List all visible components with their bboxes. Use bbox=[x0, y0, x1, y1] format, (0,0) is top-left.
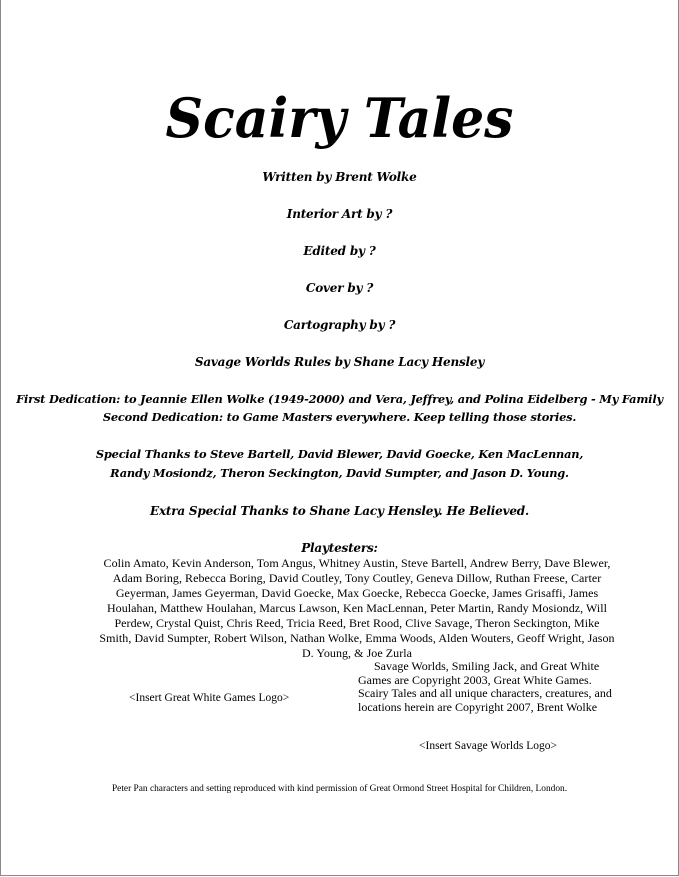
credit-rules: Savage Worlds Rules by Shane Lacy Hensley bbox=[194, 355, 485, 369]
savage-worlds-logo-placeholder: <Insert Savage Worlds Logo> bbox=[419, 740, 557, 752]
credit-cover: Cover by ? bbox=[305, 281, 374, 295]
credit-editor: Edited by ? bbox=[303, 244, 376, 258]
playtesters-heading: Playtesters: bbox=[301, 541, 378, 555]
dedication-second: Second Dedication: to Game Masters everywhere. Keep telling those stories. bbox=[102, 410, 577, 424]
credit-cartography: Cartography by ? bbox=[283, 318, 396, 332]
dedication-first: First Dedication: to Jeannie Ellen Wolke (1949-2000) and Vera, Jeffrey, and Polina Eidelberg - My Family bbox=[16, 392, 663, 406]
document-title: Scairy Tales bbox=[165, 86, 514, 151]
special-thanks-line-1: Special Thanks to Steve Bartell, David Blewer, David Goecke, Ken MacLennan, bbox=[95, 447, 584, 461]
special-thanks-line-2: Randy Mosiondz, Theron Seckington, David Sumpter, and Jason D. Young. bbox=[110, 466, 569, 480]
credit-writer: Written by Brent Wolke bbox=[262, 170, 417, 184]
great-white-games-logo-placeholder: <Insert Great White Games Logo> bbox=[129, 692, 290, 704]
playtesters-list: Colin Amato, Kevin Anderson, Tom Angus, Whitney Austin, Steve Bartell, Andrew Berry, Dave Blewer, Adam Boring, Rebecca Boring, David Coutley, Tony Coutley, Geneva Dillow, Ruthan Freese, Carter Geyerman, James Geyerman, David Goecke, Max Goecke, Rebecca Goecke, James Grisaffi, James Houlahan, Matthew Houlahan, Marcus Lawson, Ken MacLennan, Peter Martin, Randy Mosiondz, Will Perdew, Crystal Quist, Chris Reed, Tricia Reed, Bret Rood, Clive Savage, Theron Seckington, Mike Smith, David Sumpter, Robert Wilson, Nathan Wolke, Emma Woods, Alden Wouters, Geoff Wright, Jason D. Young, & Joe Zurla bbox=[99, 556, 615, 660]
copyright-text: Savage Worlds, Smiling Jack, and Great White Games are Copyright 2003, Great White Games. Scairy Tales and all unique characters, creatures, and locations herein are Copyright 2007, Brent Wolke bbox=[358, 659, 612, 714]
credit-interior-art: Interior Art by ? bbox=[286, 207, 393, 221]
copyright-notice bbox=[358, 660, 620, 714]
footer-permission-note: Peter Pan characters and setting reproduced with kind permission of Great Ormond Street Hospital for Children, London. bbox=[111, 784, 568, 794]
extra-special-thanks: Extra Special Thanks to Shane Lacy Hensley. He Believed. bbox=[150, 504, 529, 518]
